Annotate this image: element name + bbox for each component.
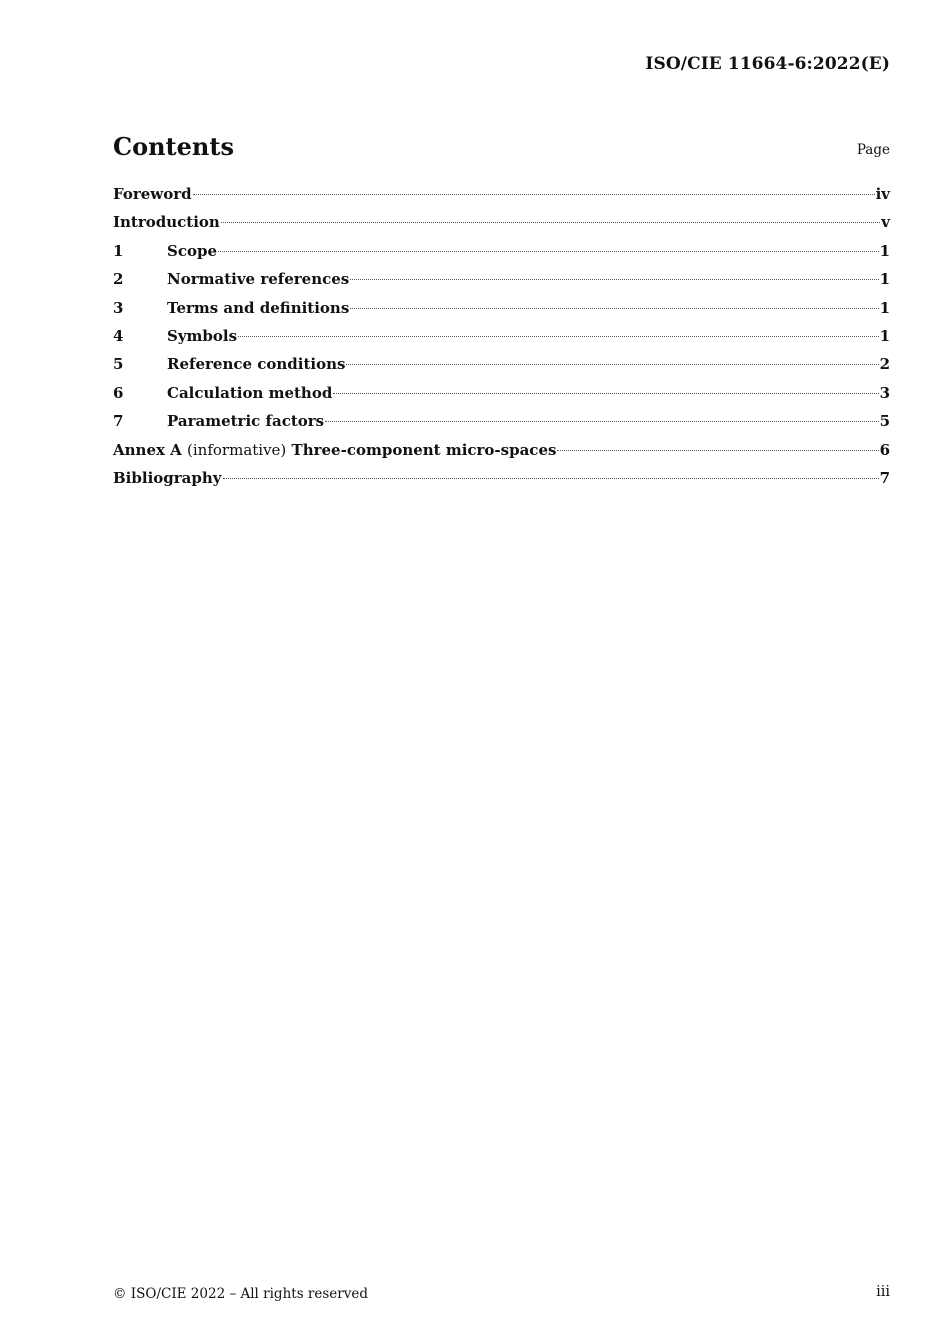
toc-entry-calculation-method[interactable] <box>113 384 890 412</box>
toc-leader <box>221 222 880 223</box>
toc-entry-number: 7 <box>113 412 124 431</box>
toc-entry-number: 5 <box>113 355 124 374</box>
toc-entry-title-group <box>113 441 556 459</box>
toc-entry-page: 2 <box>879 355 890 374</box>
toc-entry-title: Scope <box>167 241 218 260</box>
toc-entry-title: Introduction <box>113 213 220 232</box>
toc-entry-symbols[interactable] <box>113 327 890 355</box>
toc-entry-page: 7 <box>879 468 890 487</box>
toc-entry-title: Three-component micro-spaces <box>291 440 557 459</box>
toc-leader <box>557 450 878 451</box>
toc-entry-normative-references[interactable] <box>113 270 890 298</box>
toc-leader <box>346 364 878 365</box>
toc-entry-introduction[interactable] <box>113 213 890 241</box>
footer-copyright: © ISO/CIE 2022 – All rights reserved <box>113 1286 368 1302</box>
toc-entry-page: 6 <box>879 440 890 459</box>
toc-entry-number: 1 <box>113 241 124 260</box>
toc-leader <box>350 279 878 280</box>
table-of-contents <box>113 185 890 497</box>
toc-entry-title: Symbols <box>167 326 238 345</box>
toc-entry-foreword[interactable] <box>113 185 890 213</box>
toc-entry-number: 4 <box>113 326 124 345</box>
toc-entry-title: Foreword <box>113 185 192 203</box>
toc-entry-scope[interactable] <box>113 242 890 270</box>
page-column-label: Page <box>856 142 890 158</box>
toc-entry-page: 1 <box>879 326 890 345</box>
toc-entry-number: 3 <box>113 298 124 317</box>
contents-heading: Contents <box>113 132 234 161</box>
toc-entry-title: Calculation method <box>167 383 333 402</box>
toc-entry-page: iv <box>875 185 890 203</box>
toc-entry-page: 1 <box>879 241 890 260</box>
document-id: ISO/CIE 11664-6:2022(E) <box>645 54 890 74</box>
toc-entry-title: Parametric factors <box>167 412 325 431</box>
toc-leader <box>193 194 875 195</box>
toc-leader <box>325 421 878 422</box>
toc-leader <box>223 478 879 479</box>
annex-label: Annex A <box>113 440 182 459</box>
toc-leader <box>218 251 879 252</box>
toc-entry-page: 1 <box>879 298 890 317</box>
toc-entry-number: 6 <box>113 383 124 402</box>
toc-entry-title: Terms and definitions <box>167 298 350 317</box>
toc-entry-number: 2 <box>113 270 124 289</box>
toc-entry-title: Normative references <box>167 270 350 289</box>
toc-entry-page: 1 <box>879 270 890 289</box>
toc-entry-title: Reference conditions <box>167 355 346 374</box>
toc-leader <box>350 308 878 309</box>
toc-entry-reference-conditions[interactable] <box>113 355 890 383</box>
toc-leader <box>238 336 879 337</box>
footer-page-number: iii <box>876 1284 890 1300</box>
toc-entry-terms-and-definitions[interactable] <box>113 299 890 327</box>
toc-entry-annex-a[interactable] <box>113 441 890 469</box>
toc-entry-bibliography[interactable] <box>113 469 890 497</box>
toc-entry-title: Bibliography <box>113 468 222 487</box>
toc-leader <box>333 393 878 394</box>
toc-entry-parametric-factors[interactable] <box>113 412 890 440</box>
toc-entry-page: v <box>881 213 890 232</box>
toc-entry-page: 5 <box>879 412 890 431</box>
toc-entry-page: 3 <box>879 383 890 402</box>
annex-note: (informative) <box>187 440 287 459</box>
